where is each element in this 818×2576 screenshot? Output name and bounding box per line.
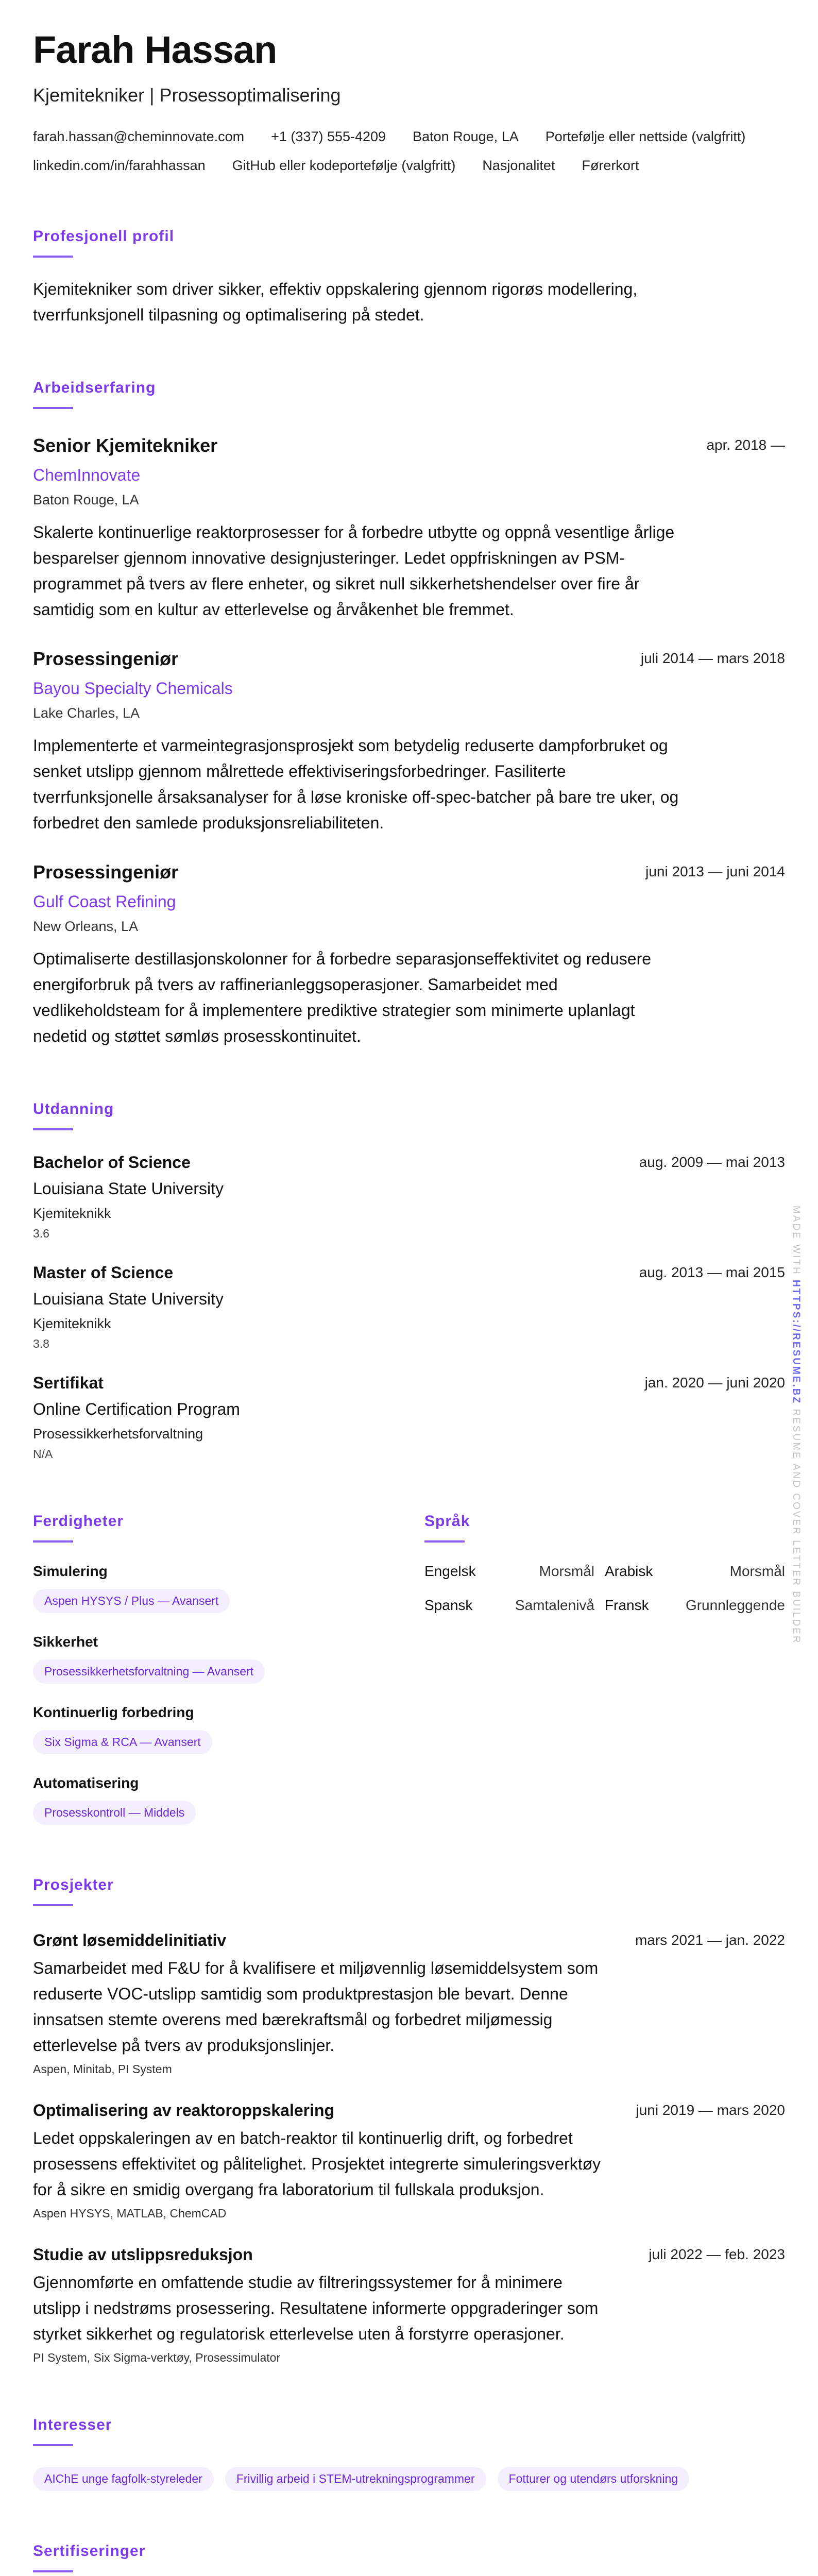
job-entry <box>33 648 785 836</box>
project-date: juli 2022 — feb. 2023 <box>649 2246 785 2262</box>
skill-pill: Prosesskontroll — Middels <box>33 1801 196 1825</box>
skill-pill: Six Sigma & RCA — Avansert <box>33 1730 212 1754</box>
job-company: Bayou Specialty Chemicals <box>33 679 233 698</box>
language-level: Samtalenivå <box>515 1597 594 1613</box>
contact-github[interactable]: GitHub eller kodeportefølje (valgfritt) <box>232 158 456 173</box>
project-description: Samarbeidet med F&U for å kvalifisere et miljøvennlig løsemiddelsystem som reduserte VOC-utslipp samtidig som produktprestasjon ble bevart. Denne innsatsen stemte overens med bærekraftsmål og forbedret miljømessig etterlevelse på tvers av produksjonslinjer. <box>33 1959 599 2055</box>
project-tools: Aspen HYSYS, MATLAB, ChemCAD <box>33 2207 227 2220</box>
profile-text: Kjemitekniker som driver sikker, effektiv oppskalering gjennom rigorøs modellering, tverrfunksjonell tilpasning og optimalisering på stedet. <box>33 280 638 324</box>
section-title-profile: Profesjonell profil <box>33 228 175 245</box>
candidate-name: Farah Hassan <box>33 28 277 71</box>
language-item <box>605 1563 785 1580</box>
section-title-languages: Språk <box>424 1513 470 1530</box>
contact-nationality: Nasjonalitet <box>482 158 555 173</box>
section-title-skills: Ferdigheter <box>33 1513 124 1530</box>
education-date: aug. 2013 — mai 2015 <box>639 1264 785 1280</box>
education-school: Louisiana State University <box>33 1179 224 1198</box>
education-field: Kjemiteknikk <box>33 1206 111 1221</box>
watermark-link[interactable]: HTTPS://RESUME.BZ <box>791 1280 802 1405</box>
section-title-experience: Arbeidserfaring <box>33 379 156 396</box>
language-level: Grunnleggende <box>685 1597 785 1613</box>
skill-pill: Aspen HYSYS / Plus — Avansert <box>33 1589 230 1613</box>
experience-section <box>33 328 785 1049</box>
skills-languages-row <box>33 1461 785 1825</box>
project-tools: Aspen, Minitab, PI System <box>33 2062 172 2076</box>
watermark <box>790 1206 802 1645</box>
skill-pill: Prosessikkerhetsforvaltning — Avansert <box>33 1659 265 1684</box>
skill-category: Sikkerhet <box>33 1634 98 1650</box>
skill-category: Automatisering <box>33 1775 139 1791</box>
interests-section <box>33 2365 785 2491</box>
projects-section <box>33 1825 785 2365</box>
certifications-section <box>33 2491 785 2576</box>
project-description: Gjennomførte en omfattende studie av filtreringssystemer for å minimere utslipp i nedstrøms prosessering. Resultatene informerte oppgraderinger som styrket sikkerhet og regulatorisk etterlevelse uten å forstyrre operasjoner. <box>33 2273 599 2343</box>
job-description: Skalerte kontinuerlige reaktorprosesser for å forbedre utbytte og oppnå vesentlige årlige besparelser gjennom innovative designjusteringer. Ledet oppfriskningen av PSM-programmet på tvers av flere enheter, og sikret null sikkerhetshendelser over fire år samtidig som en kultur av etterlevelse og årvåkenhet ble fremmet. <box>33 523 675 619</box>
job-description: Optimaliserte destillasjonskolonner for å forbedre separasjonseffektivitet og redusere energiforbruk på tvers av raffinerianleggsoperasjoner. Samarbeidet med vedlikeholdsteam for å implementere prediktive strategier som minimerte uplanlagt nedetid og støttet sømløs prosesskontinuitet. <box>33 950 652 1045</box>
contact-email[interactable]: farah.hassan@cheminnovate.com <box>33 129 245 144</box>
language-item <box>605 1597 785 1614</box>
education-entry <box>33 1153 785 1241</box>
job-company: ChemInnovate <box>33 466 141 484</box>
watermark-prefix: MADE WITH <box>791 1206 802 1276</box>
section-title-projects: Prosjekter <box>33 1876 114 1893</box>
job-entry <box>33 861 785 1049</box>
education-date: aug. 2009 — mai 2013 <box>639 1154 785 1170</box>
education-degree: Bachelor of Science <box>33 1153 191 1172</box>
job-title: Prosessingeniør <box>33 648 179 669</box>
education-degree: Master of Science <box>33 1263 174 1282</box>
resume-page <box>33 28 785 2576</box>
skills-section <box>33 1461 424 1825</box>
contact-portfolio[interactable]: Portefølje eller nettside (valgfritt) <box>545 129 746 144</box>
project-date: juni 2019 — mars 2020 <box>636 2102 785 2118</box>
section-divider <box>33 2570 73 2572</box>
contact-linkedin[interactable]: linkedin.com/in/farahhassan <box>33 158 206 173</box>
job-company: Gulf Coast Refining <box>33 892 176 911</box>
skill-category: Kontinuerlig forbedring <box>33 1704 194 1720</box>
interest-pill: Fotturer og utendørs utforskning <box>498 2467 690 2491</box>
language-name: Engelsk <box>424 1563 476 1579</box>
contact-list <box>33 126 775 176</box>
section-title-certifications: Sertifiseringer <box>33 2543 146 2560</box>
section-divider <box>33 256 73 258</box>
project-title: Grønt løsemiddelinitiativ <box>33 1931 227 1950</box>
section-divider <box>33 407 73 409</box>
profile-section <box>33 176 785 328</box>
language-item <box>424 1597 605 1614</box>
job-location: Lake Charles, LA <box>33 705 140 721</box>
contact-location: Baton Rouge, LA <box>413 129 519 144</box>
education-field: Kjemiteknikk <box>33 1316 111 1331</box>
language-list <box>424 1563 785 1614</box>
job-description: Implementerte et varmeintegrasjonsprosjekt som betydelig reduserte dampforbruket og senket utslipp gjennom målrettede effektiviseringsforbedringer. Fasiliterte tverrfunksjonelle årsaksanalyser for å løse kroniske off-spec-batcher på bare tre uker, og forbedret den samlede produksjonsreliabiliteten. <box>33 736 679 832</box>
section-divider <box>33 1128 73 1130</box>
skill-group <box>33 1563 424 1613</box>
education-field: Prosessikkerhetsforvaltning <box>33 1426 203 1442</box>
language-level: Morsmål <box>729 1563 785 1579</box>
project-tools: PI System, Six Sigma-verktøy, Prosessimulator <box>33 2351 281 2364</box>
section-divider <box>33 1904 73 1906</box>
job-date: apr. 2018 — <box>706 437 785 453</box>
section-divider <box>33 2444 73 2446</box>
section-divider <box>424 1540 465 1543</box>
languages-section <box>424 1461 785 1825</box>
interest-list <box>33 2467 785 2491</box>
language-name: Fransk <box>605 1597 649 1613</box>
section-title-education: Utdanning <box>33 1100 114 1117</box>
project-title: Studie av utslippsreduksjon <box>33 2245 253 2264</box>
language-level: Morsmål <box>539 1563 594 1579</box>
project-entry <box>33 2245 785 2365</box>
education-degree: Sertifikat <box>33 1374 104 1392</box>
education-entry <box>33 1263 785 1351</box>
education-section <box>33 1049 785 1461</box>
project-date: mars 2021 — jan. 2022 <box>635 1932 785 1948</box>
watermark-suffix: RESUME AND COVER LETTER BUILDER <box>791 1409 802 1645</box>
education-date: jan. 2020 — juni 2020 <box>644 1375 785 1391</box>
education-entry <box>33 1374 785 1461</box>
skill-group <box>33 1634 424 1684</box>
language-name: Spansk <box>424 1597 473 1613</box>
job-title: Senior Kjemitekniker <box>33 435 218 456</box>
job-location: New Orleans, LA <box>33 919 139 934</box>
education-school: Louisiana State University <box>33 1290 224 1308</box>
education-school: Online Certification Program <box>33 1400 240 1418</box>
job-entry <box>33 435 785 622</box>
education-score: 3.8 <box>33 1337 49 1350</box>
language-item <box>424 1563 605 1580</box>
contact-phone[interactable]: +1 (337) 555-4209 <box>271 129 386 144</box>
contact-drivers-license: Førerkort <box>582 158 639 173</box>
job-date: juni 2013 — juni 2014 <box>645 863 785 879</box>
job-date: juli 2014 — mars 2018 <box>640 650 785 666</box>
resume-header <box>33 28 785 176</box>
job-location: Baton Rouge, LA <box>33 492 139 507</box>
education-score: 3.6 <box>33 1227 49 1240</box>
job-title: Prosessingeniør <box>33 861 179 883</box>
interest-pill: AIChE unge fagfolk-styreleder <box>33 2467 214 2491</box>
project-entry <box>33 2101 785 2221</box>
project-title: Optimalisering av reaktoroppskalering <box>33 2101 335 2120</box>
project-entry <box>33 1931 785 2076</box>
section-title-interests: Interesser <box>33 2416 112 2433</box>
section-divider <box>33 1540 73 1543</box>
skill-category: Simulering <box>33 1563 108 1579</box>
project-description: Ledet oppskaleringen av en batch-reaktor til kontinuerlig drift, og forbedret prosessens effektivitet og pålitelighet. Prosjektet integrerte simuleringsverktøy for å sikre en smidig overgang fra laboratorium til fullskala produksjon. <box>33 2129 601 2199</box>
candidate-subtitle: Kjemitekniker | Prosessoptimalisering <box>33 84 341 106</box>
education-score: N/A <box>33 1447 53 1461</box>
interest-pill: Frivillig arbeid i STEM-utrekningsprogrammer <box>225 2467 486 2491</box>
skill-group <box>33 1704 424 1754</box>
language-name: Arabisk <box>605 1563 653 1579</box>
skill-group <box>33 1775 424 1825</box>
